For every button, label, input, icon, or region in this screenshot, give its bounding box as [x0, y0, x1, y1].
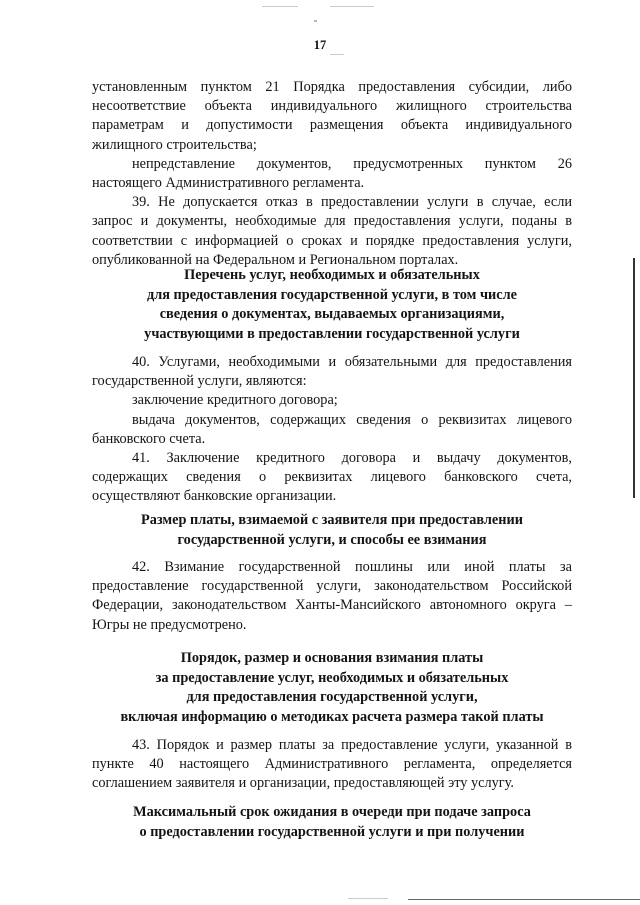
- text-line: 43. Порядок и размер платы за предоставление услуги, указанной в: [132, 737, 572, 753]
- scan-bottom-line: [408, 899, 640, 900]
- heading-line: о предоставлении государственной услуги и при получении: [139, 823, 525, 840]
- scan-speck: [330, 54, 344, 55]
- paragraph-continuation: [92, 78, 572, 155]
- heading-line: Порядок, размер и основания взимания платы: [180, 650, 484, 666]
- text-line: предоставление государственной услуги, законодательством Российской: [92, 578, 572, 595]
- paragraph-43: [92, 736, 572, 794]
- fee-text-block: [92, 558, 572, 635]
- paragraph-40: [92, 353, 572, 391]
- scan-edge-line: [633, 258, 635, 498]
- text-line: 41. Заключение кредитного договора и выдачу документов,: [132, 450, 572, 467]
- text-line: государственной услуги, являются:: [92, 373, 307, 390]
- scan-speck: [262, 6, 298, 7]
- paragraph-42: [92, 558, 572, 635]
- text-line: банковского счета.: [92, 430, 206, 447]
- top-text-block: [92, 78, 572, 270]
- section-heading-fee-procedure: [92, 649, 572, 727]
- text-line: соглашением заявителя и организации, предоставляющей эту услугу.: [92, 775, 514, 792]
- text-line: настоящего Административного регламента.: [92, 175, 365, 192]
- text-line: пункте 40 настоящего Административного регламента, определяется: [92, 756, 572, 773]
- heading-line: Максимальный срок ожидания в очереди при подаче запроса: [133, 804, 531, 820]
- heading-line: для предоставления государственной услуги, в том числе: [147, 286, 517, 303]
- text-line: соответствии с информацией о сроках и порядке предоставления услуги,: [92, 232, 572, 249]
- paragraph-41: [92, 449, 572, 507]
- scan-speck: [348, 898, 388, 899]
- text-line: 40. Услугами, необходимыми и обязательными для предоставления: [132, 354, 572, 370]
- fee-procedure-text-block: [92, 736, 572, 794]
- section-heading-fee: [92, 511, 572, 550]
- text-line: Федерации, законодательством Ханты-Мансийского автономного округа –: [92, 597, 572, 614]
- text-line: содержащих сведения о реквизитах лицевого банковского счета,: [92, 469, 572, 486]
- text-line: 42. Взимание государственной пошлины или иной платы за: [132, 559, 572, 575]
- paragraph-40-item-credit: [92, 391, 572, 410]
- text-line: параметрам и допустимости размещения объекта индивидуального: [92, 117, 572, 134]
- text-line: Югры не предусмотрено.: [92, 616, 247, 633]
- paragraph-non-submission: [92, 155, 572, 193]
- heading-line: государственной услуги, и способы ее взимания: [177, 531, 487, 548]
- heading-line: участвующими в предоставлении государственной услуги: [144, 325, 520, 342]
- heading-line: за предоставление услуг, необходимых и обязательных: [155, 669, 509, 686]
- text-line: 39. Не допускается отказ в предоставлении услуги в случае, если: [132, 194, 572, 211]
- paragraph-40-item-documents: [92, 411, 572, 449]
- heading-line: включая информацию о методиках расчета размера такой платы: [120, 708, 544, 725]
- text-line: непредставление документов, предусмотренных пунктом 26: [132, 155, 572, 172]
- text-line: запрос и документы, необходимые для предоставления услуги, поданы в: [92, 213, 572, 230]
- heading-line: Размер платы, взимаемой с заявителя при предоставлении: [141, 512, 523, 528]
- heading-line: для предоставления государственной услуги,: [186, 689, 478, 706]
- text-line: заключение кредитного договора;: [132, 392, 338, 409]
- heading-line: Перечень услуг, необходимых и обязательных: [184, 267, 480, 283]
- paragraph-39: [92, 193, 572, 270]
- page-number: 17: [313, 38, 327, 52]
- text-line: установленным пунктом 21 Порядка предоставления субсидии, либо: [92, 79, 572, 95]
- text-line: осуществляют банковские организации.: [92, 488, 337, 505]
- heading-line: сведения о документах, выдаваемых организациями,: [159, 306, 505, 323]
- text-line: несоответствие объекта индивидуального жилищного строительства: [92, 98, 572, 115]
- services-text-block: [92, 353, 572, 507]
- text-line: выдача документов, содержащих сведения о реквизитах лицевого: [132, 411, 572, 428]
- text-line: жилищного строительства;: [92, 136, 257, 153]
- scan-speck: [330, 6, 374, 7]
- section-heading-queue-time: [92, 803, 572, 842]
- scan-speck: [314, 20, 317, 22]
- section-heading-services-list: [92, 266, 572, 344]
- text-line: опубликованной на Федеральном и Региональном порталах.: [92, 251, 459, 268]
